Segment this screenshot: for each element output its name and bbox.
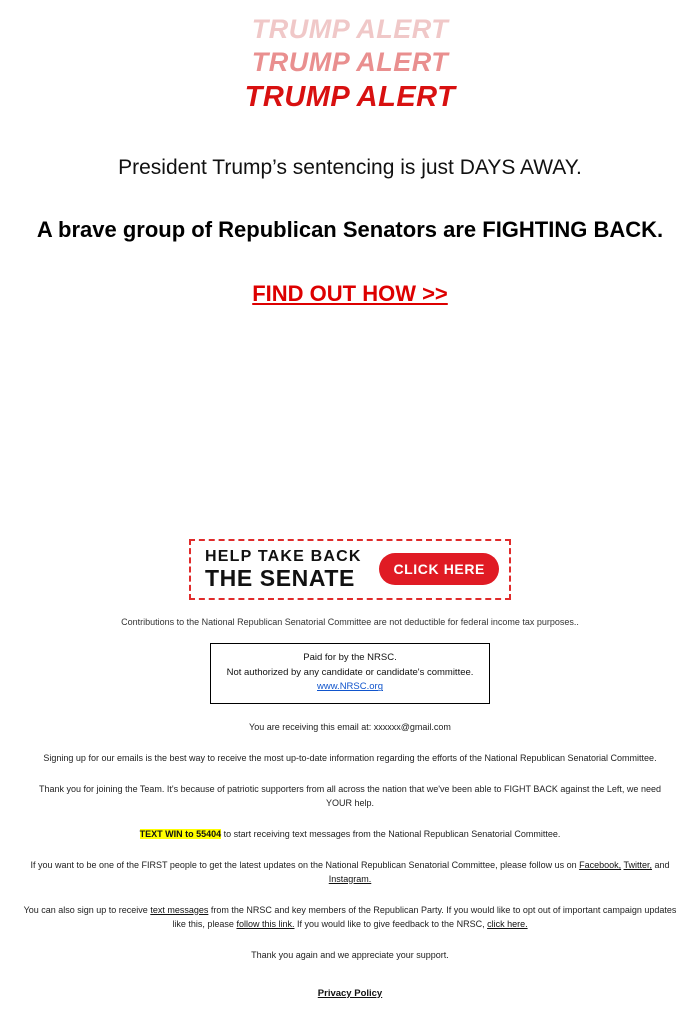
- instagram-link[interactable]: Instagram.: [328, 873, 372, 884]
- recipient-notice: You are receiving this email at: xxxxxx@gmail.com: [249, 722, 451, 733]
- optout-paragraph: [0, 904, 700, 932]
- closing-paragraph: Thank you again and we appreciate your support.: [251, 949, 449, 960]
- banner-text: [205, 549, 362, 590]
- unsubscribe-link[interactable]: follow this link.: [236, 918, 295, 929]
- optout-part-1: You can also sign up to receive: [23, 904, 151, 915]
- banner-line-2: THE SENATE: [205, 564, 355, 591]
- optout-part-2: from the NRSC and key members of the Republican Party. If you would like to opt out of important campaign updates like this, please: [172, 904, 677, 929]
- cta-container: [0, 281, 700, 307]
- disclaimer-line-1: Paid for by the NRSC.: [303, 651, 397, 663]
- banner-container: [0, 539, 700, 600]
- social-paragraph: [0, 859, 700, 887]
- alert-line-3: TRUMP ALERT: [244, 80, 456, 113]
- disclaimer-line-2: Not authorized by any candidate or candidate's committee.: [226, 666, 474, 678]
- take-back-senate-banner[interactable]: [189, 539, 511, 600]
- privacy-policy-link[interactable]: Privacy Policy: [317, 987, 383, 999]
- click-here-button[interactable]: CLICK HERE: [379, 553, 499, 585]
- sms-highlight: TEXT WIN to 55404: [139, 828, 222, 839]
- find-out-how-link[interactable]: FIND OUT HOW >>: [252, 280, 448, 306]
- sms-rest: to start receiving text messages from the National Republican Senatorial Committee.: [221, 828, 561, 839]
- alert-stack: [0, 0, 700, 114]
- spacer: [0, 307, 700, 539]
- alert-line-1: TRUMP ALERT: [251, 14, 449, 44]
- text-messages-link[interactable]: text messages: [150, 904, 209, 915]
- social-prefix: If you want to be one of the FIRST people to get the latest updates on the National Republican Senatorial Committee, please follow us on: [30, 859, 580, 870]
- lede-text: President Trump’s sentencing is just DAYS AWAY.: [118, 155, 582, 179]
- sms-paragraph: [0, 828, 700, 842]
- twitter-link[interactable]: Twitter,: [623, 859, 653, 870]
- feedback-link[interactable]: click here.: [487, 918, 528, 929]
- disclaimer-container: [0, 643, 700, 704]
- paid-for-by-box: [210, 643, 490, 704]
- tax-notice: Contributions to the National Republican Senatorial Committee are not deductible for federal income tax purposes..: [121, 616, 579, 627]
- alert-line-2: TRUMP ALERT: [251, 46, 449, 77]
- thank-you-paragraph: Thank you for joining the Team. It's because of patriotic supporters from all across the nation that we've been able to FIGHT BACK against the Left, we need YOUR help.: [39, 784, 661, 808]
- social-middle: and: [652, 859, 670, 870]
- facebook-link[interactable]: Facebook,: [579, 859, 622, 870]
- signup-notice: Signing up for our emails is the best way to receive the most up-to-date information regarding the efforts of the National Republican Senatorial Committee.: [43, 753, 657, 764]
- optout-part-3: If you would like to give feedback to the NRSC,: [294, 918, 488, 929]
- nrsc-website-link[interactable]: www.NRSC.org: [317, 681, 383, 693]
- headline-text: A brave group of Republican Senators are FIGHTING BACK.: [36, 217, 664, 243]
- privacy-container: [0, 983, 700, 1015]
- banner-line-1: HELP TAKE BACK: [205, 547, 362, 565]
